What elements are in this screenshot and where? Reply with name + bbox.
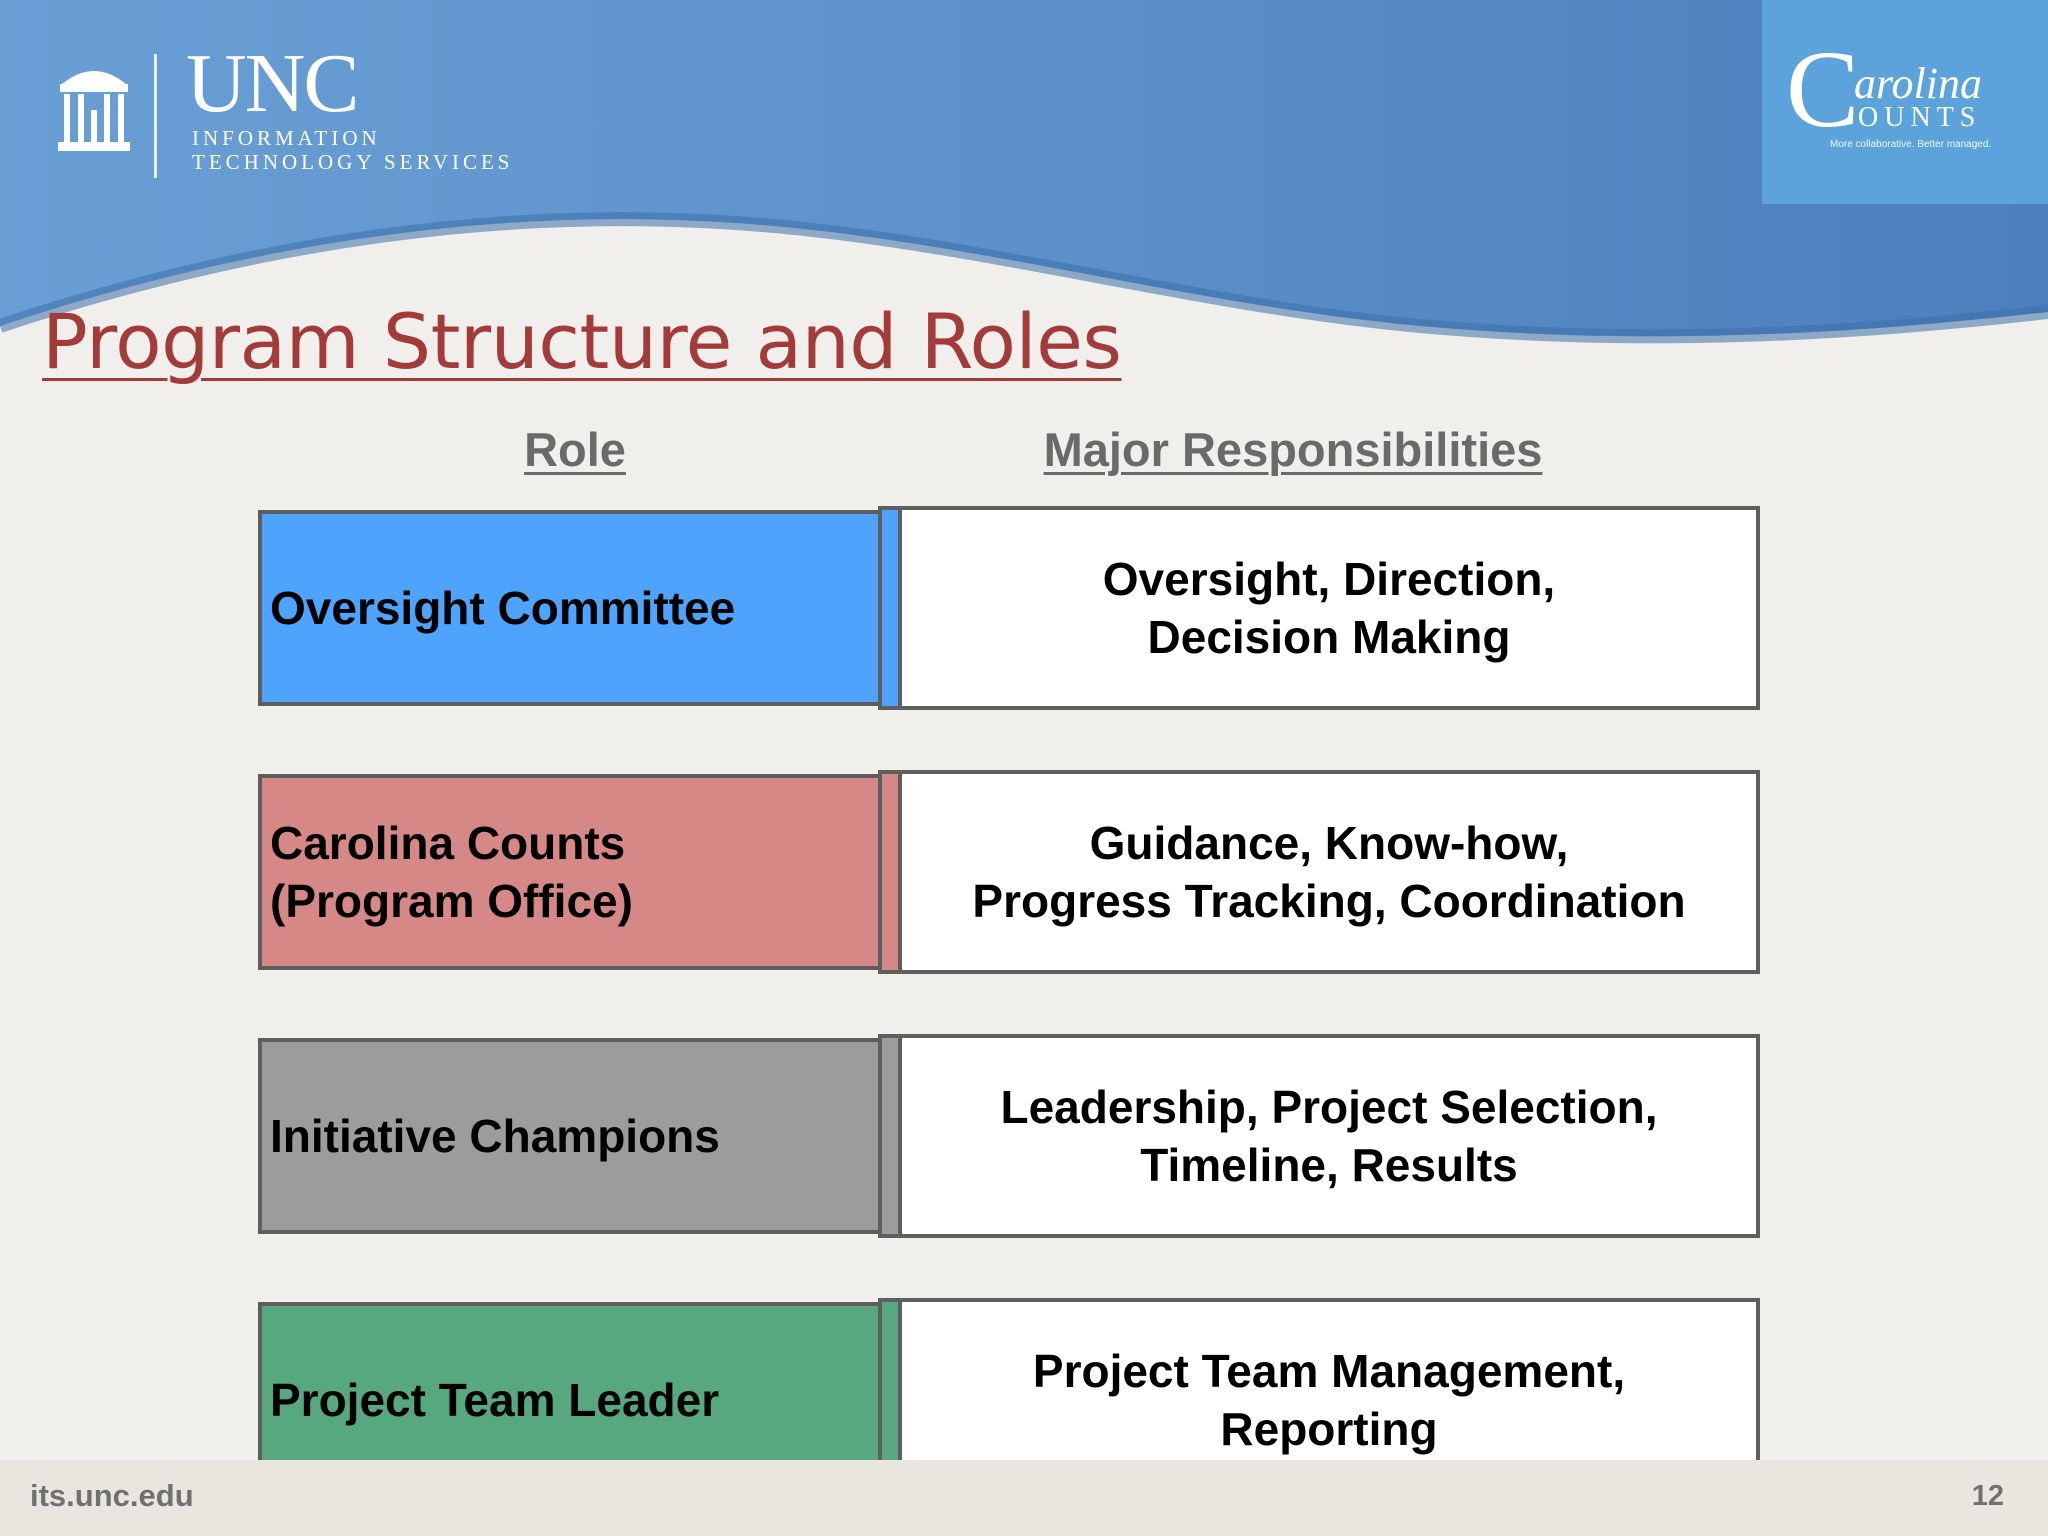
- role-label: Project Team Leader: [270, 1374, 720, 1426]
- slide-title: Program Structure and Roles: [42, 297, 1122, 386]
- role-label: Carolina Counts (Program Office): [270, 817, 633, 927]
- responsibility-box: [898, 770, 1760, 974]
- role-label: Initiative Champions: [270, 1110, 720, 1162]
- logo-subtitle-line2: TECHNOLOGY SERVICES: [192, 150, 514, 174]
- page-number: 12: [1971, 1480, 2004, 1512]
- responsibility-box: [898, 506, 1760, 710]
- logo-divider: [154, 54, 157, 178]
- old-well-icon: [56, 58, 132, 158]
- cc-logo-tagline: More collaborative. Better managed.: [1830, 139, 1992, 150]
- responsibility-label: Oversight, Direction, Decision Making: [1102, 553, 1556, 663]
- role-box-program-office: [258, 774, 882, 970]
- cc-logo-letter: C: [1786, 28, 1860, 150]
- unc-its-logo[interactable]: [52, 37, 552, 182]
- column-header-responsibilities: Major Responsibilities: [1043, 423, 1543, 476]
- cc-logo-top: arolina: [1854, 59, 1982, 108]
- role-box-initiative-champions: [258, 1038, 882, 1234]
- role-box-oversight: [258, 510, 882, 706]
- responsibility-label: Project Team Management, Reporting: [1032, 1345, 1626, 1455]
- cc-logo-bottom: OUNTS: [1858, 102, 1982, 133]
- carolina-counts-logo[interactable]: [1762, 0, 2048, 204]
- responsibility-label: Guidance, Know-how, Progress Tracking, Coordination: [972, 817, 1686, 927]
- footer-url-link[interactable]: its.unc.edu: [30, 1478, 194, 1513]
- responsibility-label: Leadership, Project Selection, Timeline, Results: [1000, 1081, 1658, 1191]
- footer-bar: [0, 1460, 2048, 1536]
- column-header-role: Role: [524, 423, 626, 476]
- role-label: Oversight Committee: [270, 582, 736, 634]
- logo-wordmark: UNC: [186, 37, 358, 130]
- logo-subtitle-line1: INFORMATION: [192, 126, 381, 150]
- responsibility-box: [898, 1034, 1760, 1238]
